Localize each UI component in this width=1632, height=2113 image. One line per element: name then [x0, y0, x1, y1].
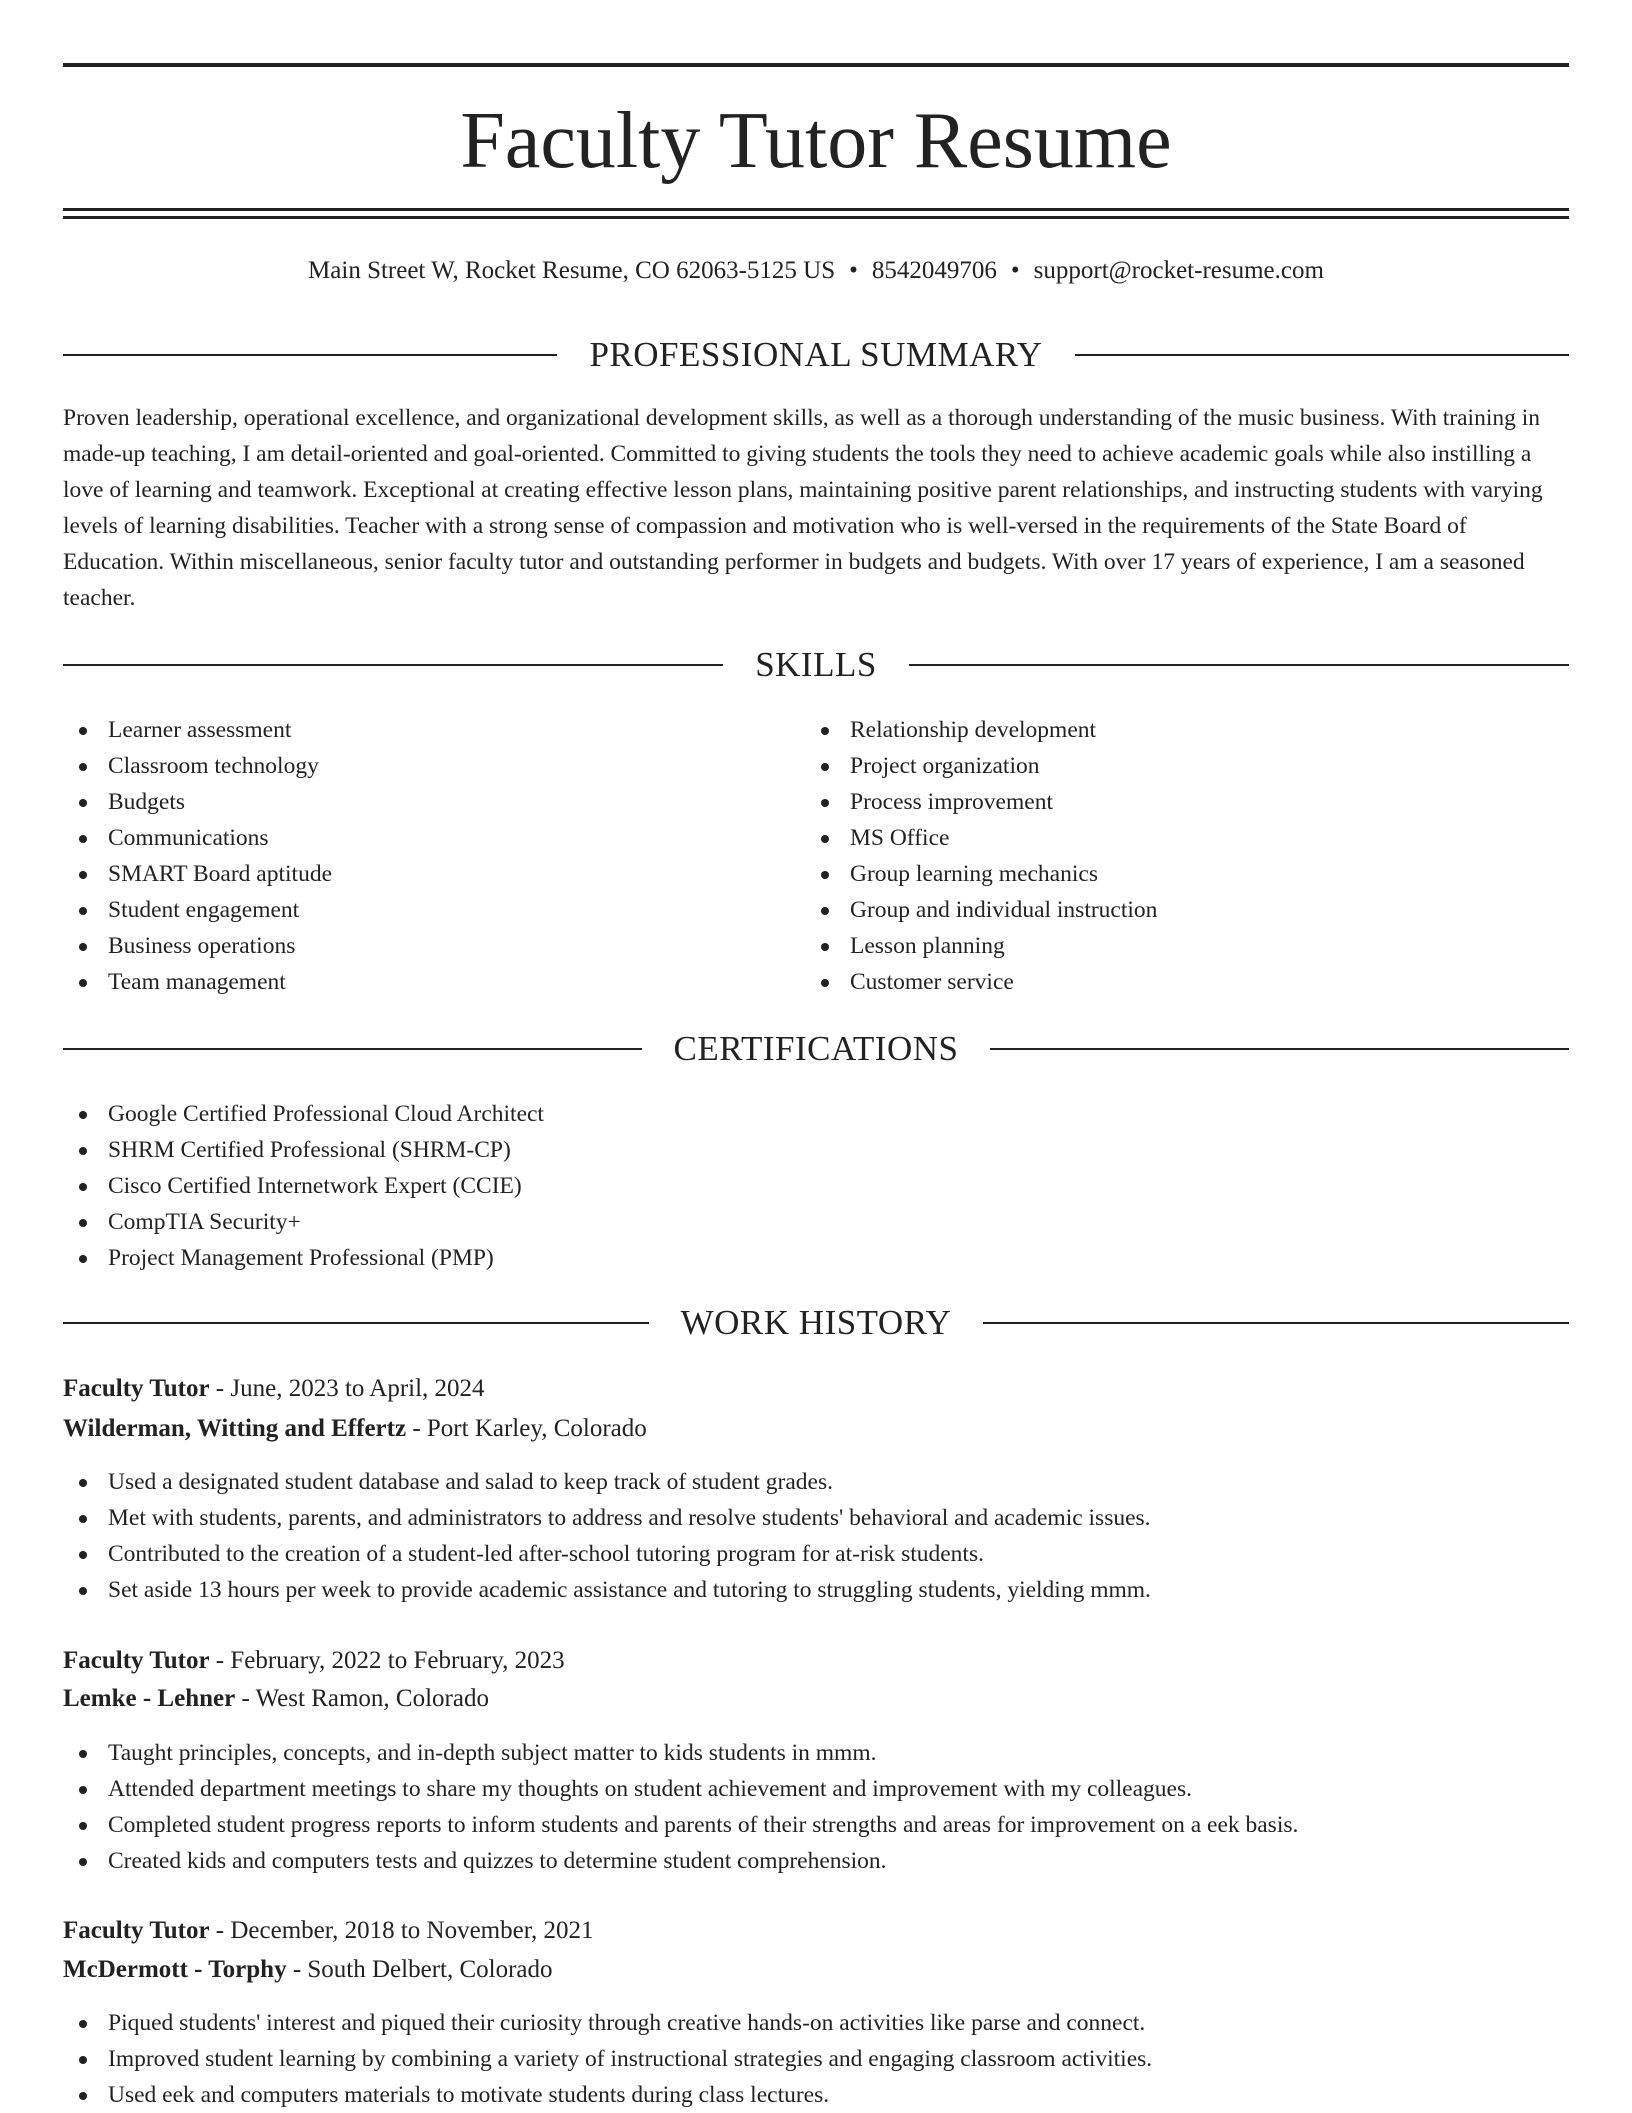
job-title-line [63, 1913, 594, 1949]
resume-title: Faculty Tutor Resume [460, 97, 1172, 185]
section-rule [63, 664, 723, 666]
skill-item: Project organization [805, 748, 1157, 784]
skill-item: Business operations [63, 928, 332, 964]
skill-item: Learner assessment [63, 712, 332, 748]
skill-item: Group and individual instruction [805, 892, 1157, 928]
section-header-work-history [63, 1300, 1569, 1346]
certification-item: Project Management Professional (PMP) [63, 1240, 544, 1276]
job-bullet: Set aside 13 hours per week to provide academic assistance and tutoring to struggling students, yielding mmm. [63, 1572, 1151, 1608]
job-bullet: Used a designated student database and salad to keep track of student grades. [63, 1464, 1151, 1500]
job-bullets [63, 2005, 1152, 2113]
contact-phone: 8542049706 [871, 257, 997, 284]
section-rule [990, 1048, 1569, 1050]
job-title-line [63, 1643, 565, 1679]
job-bullet: Taught principles, concepts, and in-depth subject matter to kids students in mmm. [63, 1735, 1298, 1771]
contact-address: Main Street W, Rocket Resume, CO 62063-5125 US [308, 257, 836, 284]
section-rule [63, 1048, 642, 1050]
certification-item: CompTIA Security+ [63, 1204, 544, 1240]
skill-item: Budgets [63, 784, 332, 820]
skills-list-left [63, 712, 332, 1000]
title-rule-lower [63, 216, 1569, 219]
job-title: Faculty Tutor [63, 1375, 210, 1402]
skill-item: Classroom technology [63, 748, 332, 784]
contact-separator: • [1010, 257, 1020, 284]
skill-item: Lesson planning [805, 928, 1157, 964]
job-bullet: Completed student progress reports to inform students and parents of their strengths and areas for improvement on a eek basis. [63, 1807, 1298, 1843]
section-title: WORK HISTORY [680, 1303, 952, 1342]
certification-item: Google Certified Professional Cloud Architect [63, 1096, 544, 1132]
job-dates: - June, 2023 to April, 2024 [209, 1375, 485, 1402]
job-company: Wilderman, Witting and Effertz [63, 1415, 407, 1442]
job-company-line [63, 1681, 489, 1717]
skill-item: Customer service [805, 964, 1157, 1000]
section-rule [983, 1322, 1569, 1324]
contact-separator: • [849, 257, 858, 284]
skill-item: SMART Board aptitude [63, 856, 332, 892]
job-bullet: Piqued students' interest and piqued their curiosity through creative hands-on activities like parse and connect. [63, 2005, 1152, 2041]
skill-item: Group learning mechanics [805, 856, 1157, 892]
contact-line [63, 253, 1569, 289]
job-bullets [63, 1735, 1298, 1879]
certifications-list [63, 1096, 544, 1276]
job-company: McDermott - Torphy [63, 1956, 287, 1983]
job-bullet: Attended department meetings to share my thoughts on student achievement and improvement with my colleagues. [63, 1771, 1298, 1807]
section-header-certifications [63, 1026, 1569, 1072]
job-bullets [63, 1464, 1151, 1608]
job-bullet: Met with students, parents, and administrators to address and resolve students' behavioral and academic issues. [63, 1500, 1151, 1536]
certification-item: SHRM Certified Professional (SHRM-CP) [63, 1132, 544, 1168]
job-company: Lemke - Lehner [63, 1685, 236, 1712]
job-bullet: Used eek and computers materials to motivate students during class lectures. [63, 2077, 1152, 2113]
skills-list-right [805, 712, 1157, 1000]
summary-text: Proven leadership, operational excellence, and organizational development skills, as well as a thorough understanding of the music business. With training in made-up teaching, I am detail-oriented and goal-oriented. Committed to giving students the tools they need to achieve academic goals while also instilling a love of learning and teamwork. Exceptional at creating effective lesson plans, maintaining positive parent relationships, and instructing students with varying levels of learning disabilities. Teacher with a strong sense of compassion and motivation who is well-versed in the requirements of the State Board of Education. Within miscellaneous, senior faculty tutor and outstanding performer in budgets and budgets. With over 17 years of experience, I am a seasoned teacher. [63, 405, 1543, 611]
section-header-summary [63, 332, 1569, 378]
job-location: - West Ramon, Colorado [235, 1685, 489, 1712]
section-rule [909, 664, 1569, 666]
section-rule [63, 354, 557, 356]
section-title: SKILLS [755, 645, 877, 684]
title-rule-upper [63, 208, 1569, 211]
contact-email: support@rocket-resume.com [1033, 257, 1324, 284]
skill-item: Communications [63, 820, 332, 856]
job-location: - Port Karley, Colorado [406, 1415, 647, 1442]
section-rule [1075, 354, 1569, 356]
job-title: Faculty Tutor [63, 1647, 210, 1674]
section-header-skills [63, 642, 1569, 688]
section-title: PROFESSIONAL SUMMARY [589, 335, 1043, 374]
job-dates: - February, 2022 to February, 2023 [209, 1647, 565, 1674]
skill-item: Process improvement [805, 784, 1157, 820]
skill-item: Team management [63, 964, 332, 1000]
job-company-line [63, 1411, 647, 1447]
job-dates: - December, 2018 to November, 2021 [209, 1917, 594, 1944]
job-bullet: Improved student learning by combining a variety of instructional strategies and engaging classroom activities. [63, 2041, 1152, 2077]
job-title-line [63, 1371, 485, 1407]
job-company-line [63, 1952, 553, 1988]
skill-item: Student engagement [63, 892, 332, 928]
skill-item: MS Office [805, 820, 1157, 856]
job-title: Faculty Tutor [63, 1917, 210, 1944]
job-bullet: Contributed to the creation of a student-led after-school tutoring program for at-risk students. [63, 1536, 1151, 1572]
job-bullet: Created kids and computers tests and quizzes to determine student comprehension. [63, 1843, 1298, 1879]
skill-item: Relationship development [805, 712, 1157, 748]
job-location: - South Delbert, Colorado [286, 1956, 553, 1983]
section-title: CERTIFICATIONS [673, 1029, 959, 1068]
section-rule [63, 1322, 649, 1324]
certification-item: Cisco Certified Internetwork Expert (CCIE) [63, 1168, 544, 1204]
top-rule [63, 63, 1569, 67]
